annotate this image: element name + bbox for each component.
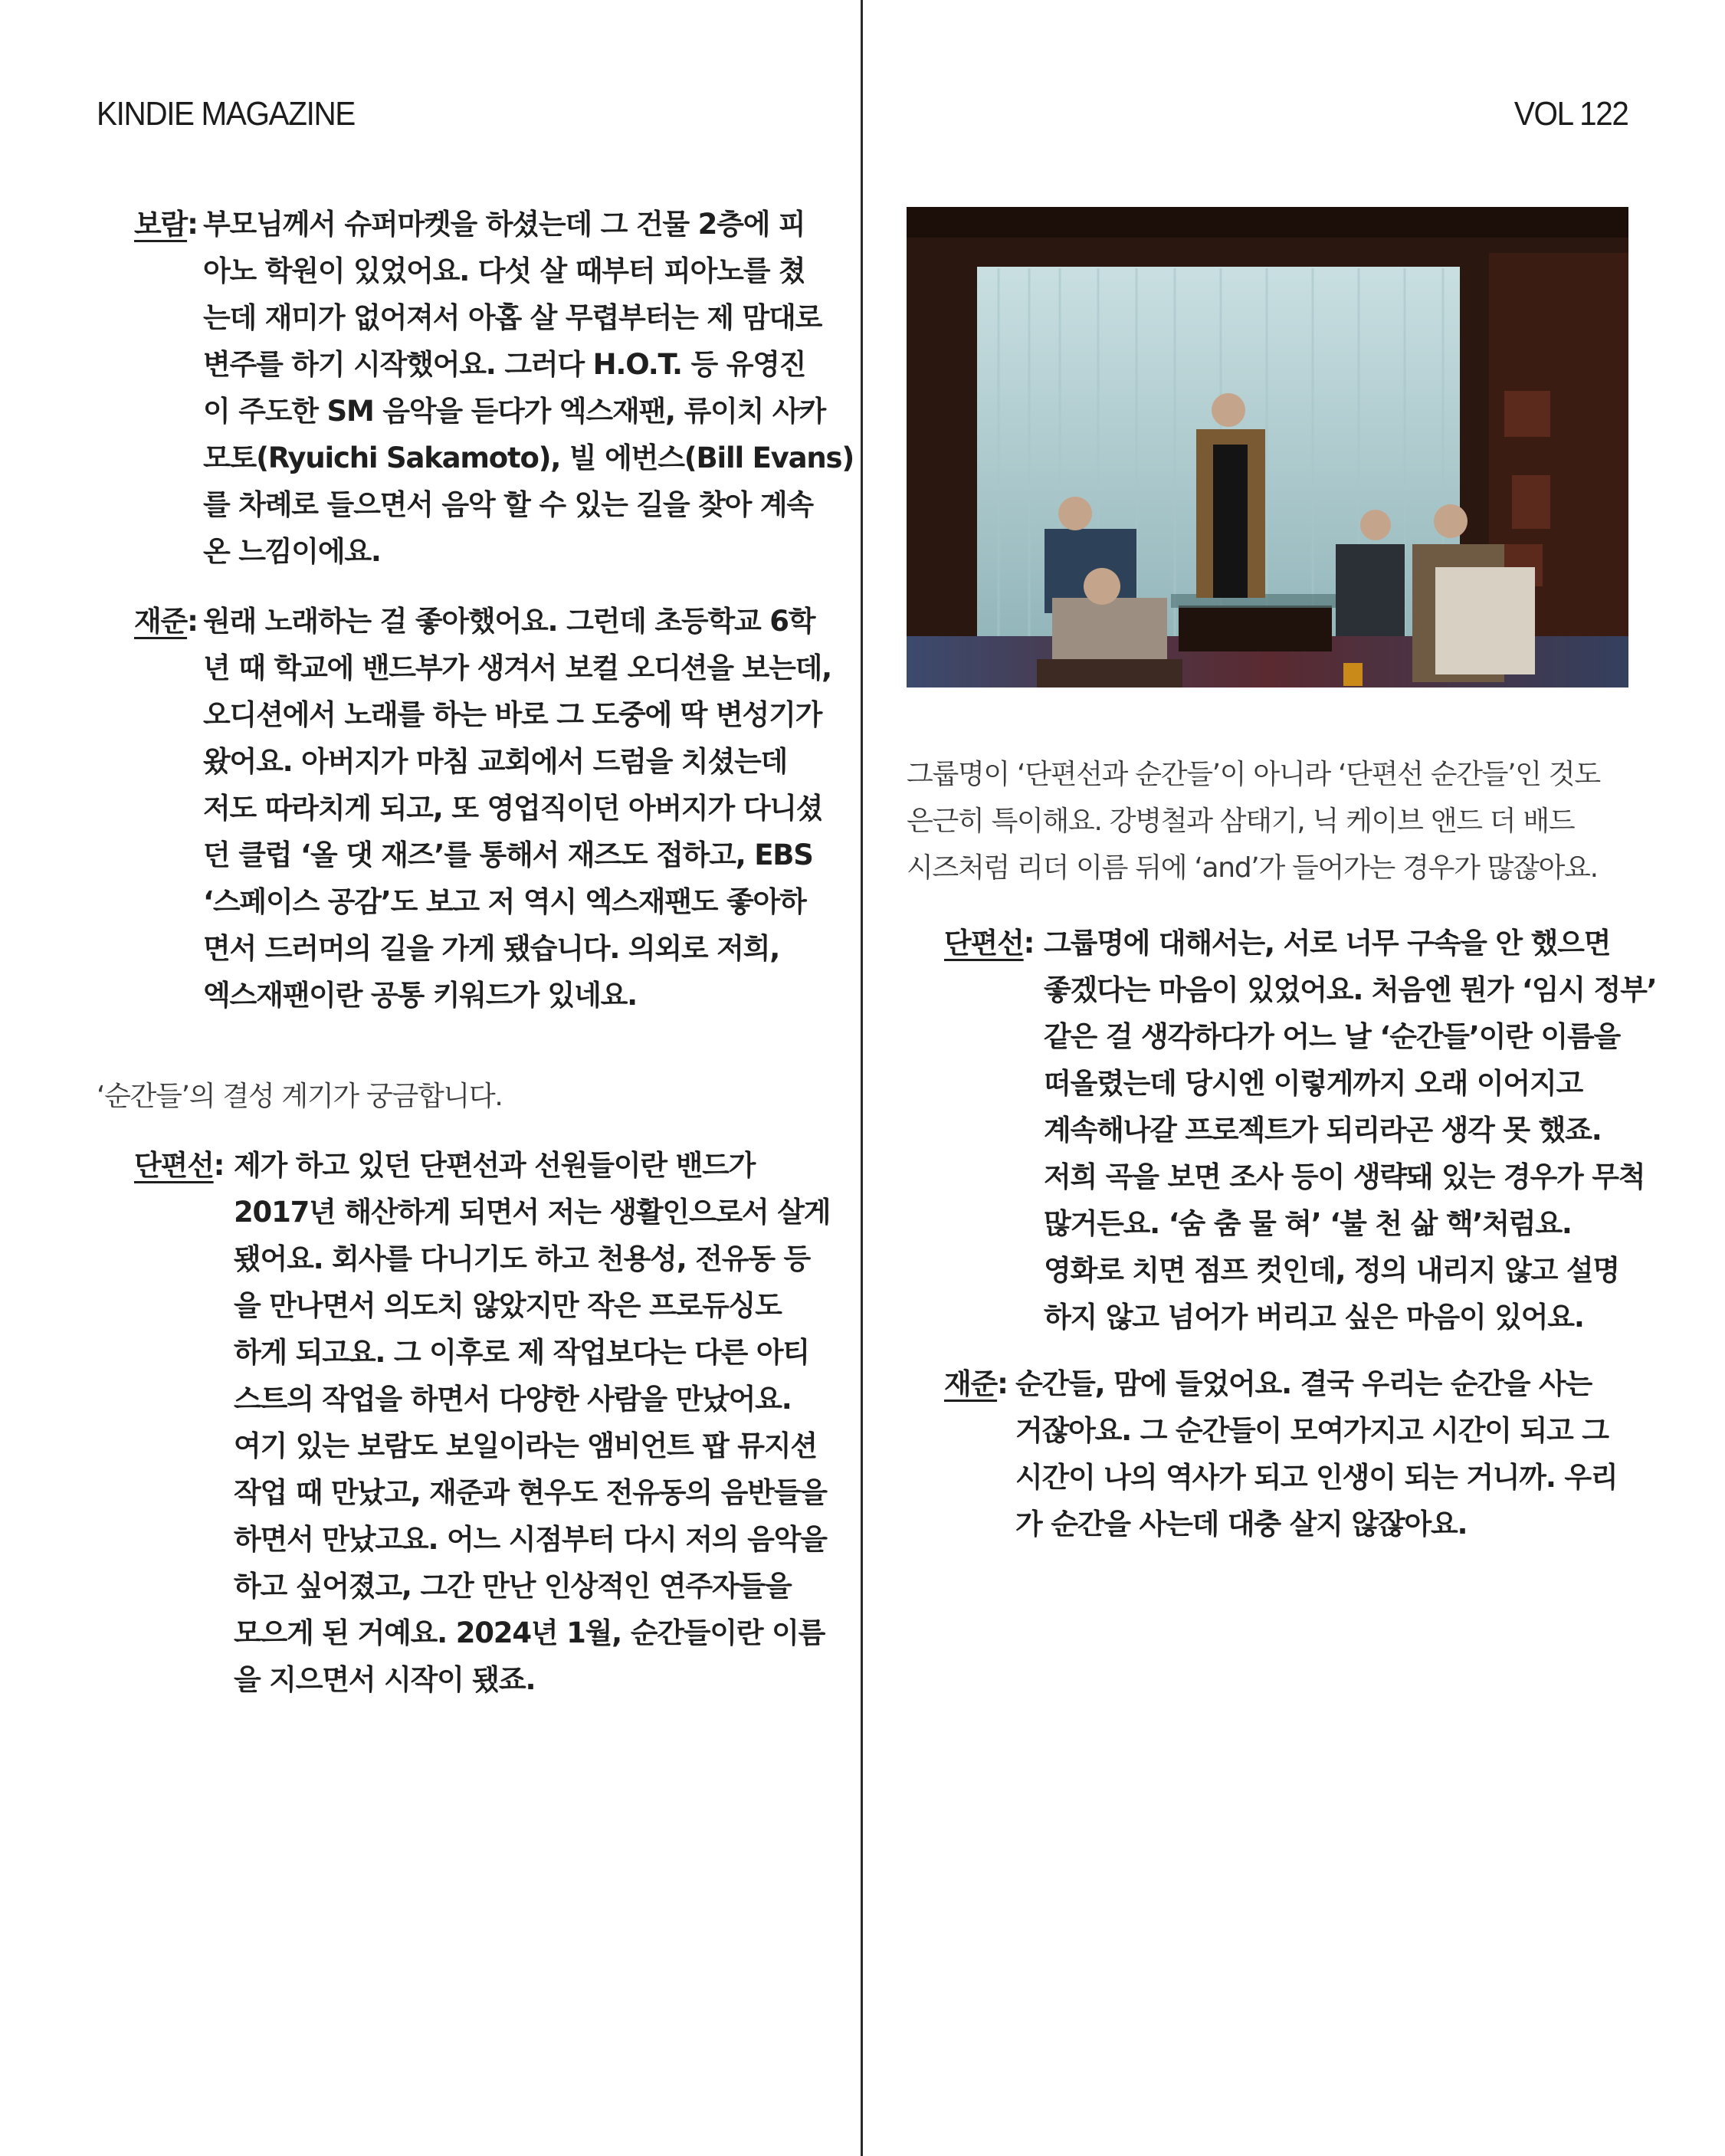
text-line: 하지 않고 넘어가 버리고 싶은 마음이 있어요. (1044, 1301, 1584, 1334)
text-line: 를 차례로 들으면서 음악 할 수 있는 길을 찾아 계속 (203, 488, 813, 521)
answer-jaejun (944, 1360, 1710, 1547)
page-divider (861, 0, 863, 2156)
question-line: 은근히 특이해요. 강병철과 삼태기, 닉 케이브 앤드 더 배드 (907, 806, 1575, 837)
text-line: 저희 곡을 보면 조사 등이 생략돼 있는 경우가 무척 (1044, 1160, 1645, 1193)
text-line: 을 만나면서 의도치 않았지만 작은 프로듀싱도 (234, 1289, 782, 1322)
speaker-name: 재준 (134, 605, 188, 638)
question-line: 그룹명이 ‘단편선과 순간들’이 아니라 ‘단편선 순간들’인 것도 (907, 759, 1600, 790)
text-line: ‘스페이스 공감’도 보고 저 역시 엑스재팬도 좋아하 (203, 885, 806, 918)
text-line: 하면서 만났고요. 어느 시점부터 다시 저의 음악을 (234, 1523, 827, 1556)
speaker-label: 재준: (944, 1367, 1008, 1400)
speaker-name: 재준 (944, 1367, 998, 1400)
question-line: ‘순간들’의 결성 계기가 궁금합니다. (97, 1081, 503, 1112)
text-line: 아노 학원이 있었어요. 다섯 살 때부터 피아노를 쳤 (203, 254, 805, 287)
speaker-label: 재준: (134, 605, 198, 638)
answer-text (203, 598, 854, 1019)
text-line: 같은 걸 생각하다가 어느 날 ‘순간들’이란 이름을 (1044, 1020, 1621, 1053)
text-line: 순간들, 맘에 들었어요. 결국 우리는 순간을 사는 (1015, 1367, 1592, 1400)
text-line: 영화로 치면 점프 컷인데, 정의 내리지 않고 설명 (1044, 1254, 1619, 1287)
text-line: 거잖아요. 그 순간들이 모여가지고 시간이 되고 그 (1015, 1414, 1609, 1447)
text-line: 모으게 된 거예요. 2024년 1월, 순간들이란 이름 (234, 1616, 825, 1649)
text-line: 년 때 학교에 밴드부가 생겨서 보컬 오디션을 보는데, (203, 651, 832, 684)
answer-text (1015, 1360, 1710, 1547)
speaker-name: 보람 (134, 208, 188, 241)
text-line: 제가 하고 있던 단편선과 선원들이란 밴드가 (234, 1149, 756, 1182)
text-line: 됐어요. 회사를 다니기도 하고 천용성, 전유동 등 (234, 1242, 811, 1275)
text-line: 는데 재미가 없어져서 아홉 살 무렵부터는 제 맘대로 (203, 301, 822, 334)
speaker-name: 단편선 (944, 927, 1024, 960)
text-line: 원래 노래하는 걸 좋아했어요. 그런데 초등학교 6학 (203, 605, 815, 638)
answer-text (1044, 920, 1710, 1341)
text-line: 떠올렸는데 당시엔 이렇게까지 오래 이어지고 (1044, 1067, 1583, 1100)
text-line: 던 클럽 ‘올 댓 재즈’를 통해서 재즈도 접하고, EBS (203, 838, 813, 871)
text-line: 오디션에서 노래를 하는 바로 그 도중에 딱 변성기가 (203, 698, 822, 731)
text-line: 시간이 나의 역사가 되고 인생이 되는 거니까. 우리 (1015, 1461, 1618, 1494)
text-line: 변주를 하기 시작했어요. 그러다 H.O.T. 등 유영진 (203, 348, 806, 381)
band-photo (907, 207, 1628, 687)
text-line: 가 순간을 사는데 대충 살지 않잖아요. (1015, 1508, 1468, 1541)
text-line: 면서 드러머의 길을 가게 됐습니다. 의외로 저희, (203, 932, 780, 965)
answer-jaejun (134, 598, 854, 1019)
text-line: 좋겠다는 마음이 있었어요. 처음엔 뭔가 ‘임시 정부’ (1044, 973, 1657, 1006)
magazine-title: KINDIE MAGAZINE (97, 95, 355, 133)
text-line: 저도 따라치게 되고, 또 영업직이던 아버지가 다니셨 (203, 792, 823, 825)
text-line: 작업 때 만났고, 재준과 현우도 전유동의 음반들을 (234, 1476, 827, 1509)
interview-question (907, 751, 1600, 891)
text-line: 많거든요. ‘숨 춤 물 혀’ ‘불 천 삶 핵’처럼요. (1044, 1207, 1572, 1240)
text-line: 스트의 작업을 하면서 다양한 사람을 만났어요. (234, 1383, 792, 1416)
text-line: 2017년 해산하게 되면서 저는 생활인으로서 살게 (234, 1196, 831, 1229)
text-line: 여기 있는 보람도 보일이라는 앰비언트 팝 뮤지션 (234, 1429, 817, 1462)
answer-text (203, 201, 854, 575)
text-line: 을 지으면서 시작이 됐죠. (234, 1663, 536, 1696)
speaker-label: 단편선: (944, 927, 1035, 960)
answer-danpyeonseon (134, 1142, 854, 1703)
speaker-label: 보람: (134, 208, 198, 241)
volume-number: VOL 122 (1514, 95, 1628, 133)
text-line: 엑스재팬이란 공통 키워드가 있네요. (203, 979, 638, 1012)
question-line: 시즈처럼 리더 이름 뒤에 ‘and’가 들어가는 경우가 많잖아요. (907, 852, 1598, 884)
text-line: 부모님께서 슈퍼마켓을 하셨는데 그 건물 2층에 피 (203, 208, 805, 241)
answer-text (234, 1142, 854, 1703)
speaker-label: 단편선: (134, 1149, 225, 1182)
text-line: 이 주도한 SM 음악을 듣다가 엑스재팬, 류이치 사카 (203, 395, 825, 428)
text-line: 그룹명에 대해서는, 서로 너무 구속을 안 했으면 (1044, 927, 1611, 960)
text-line: 온 느낌이에요. (203, 535, 381, 568)
text-line: 모토(Ryuichi Sakamoto), 빌 에번스(Bill Evans) (203, 441, 854, 474)
band-photo-illustration (907, 207, 1628, 687)
text-line: 하고 싶어졌고, 그간 만난 인상적인 연주자들을 (234, 1570, 792, 1603)
text-line: 계속해나갈 프로젝트가 되리라곤 생각 못 했죠. (1044, 1114, 1602, 1147)
answer-boram (134, 201, 854, 575)
text-line: 하게 되고요. 그 이후로 제 작업보다는 다른 아티 (234, 1336, 809, 1369)
interview-question (97, 1073, 503, 1120)
text-line: 왔어요. 아버지가 마침 교회에서 드럼을 치셨는데 (203, 745, 788, 778)
speaker-name: 단편선 (134, 1149, 214, 1182)
answer-danpyeonseon (944, 920, 1710, 1341)
